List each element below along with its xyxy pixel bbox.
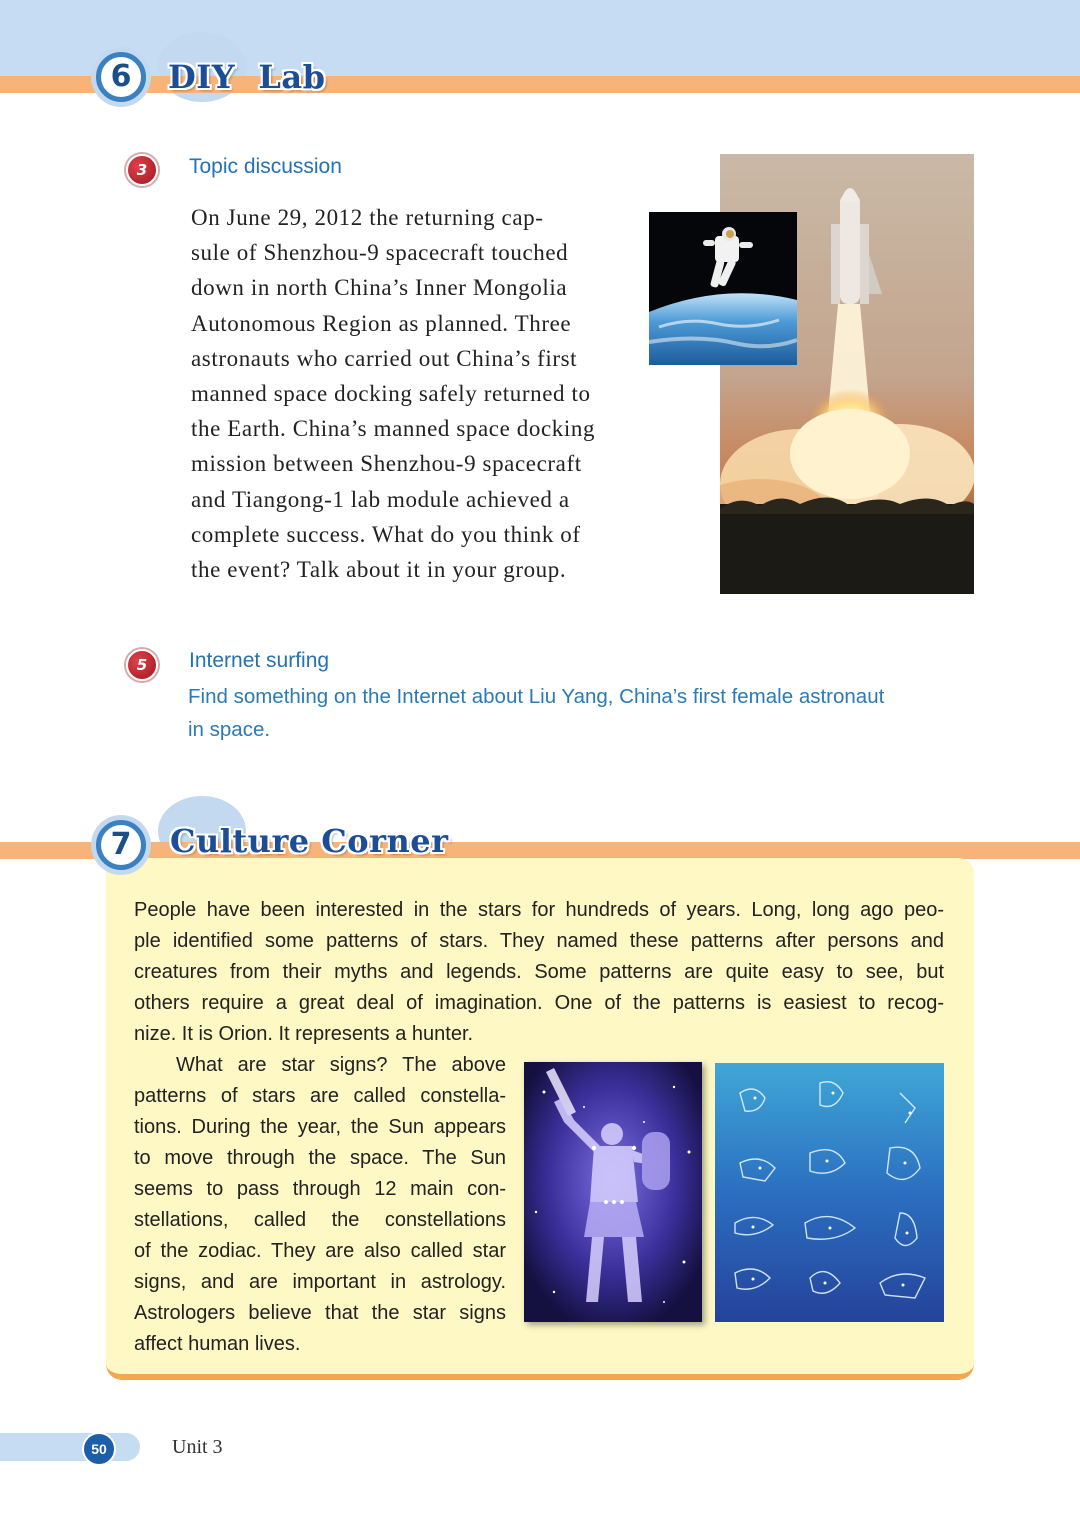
text-line: in space. — [188, 718, 271, 741]
text-line: others require a great deal of imagination. One of the patterns is easiest to recog- — [134, 992, 944, 1014]
text-line: manned space docking safely returned to — [191, 381, 591, 407]
text-line: affect human lives. — [134, 1333, 301, 1355]
topic-discussion-title: Topic discussion — [189, 155, 342, 178]
topic-discussion-text — [191, 200, 611, 587]
text-line: What are star signs? The above — [176, 1054, 506, 1076]
text-line: down in north China’s Inner Mongolia — [191, 275, 568, 301]
section-number-badge: 7 — [96, 820, 146, 870]
text-line: nize. It is Orion. It represents a hunter. — [134, 1023, 474, 1045]
text-line: seems to pass through 12 main con- — [134, 1178, 506, 1200]
text-line: complete success. What do you think of — [191, 521, 581, 547]
culture-paragraph-1 — [134, 895, 944, 1050]
text-line: the Earth. China’s manned space docking — [191, 416, 596, 442]
section-number-badge: 6 — [96, 52, 146, 102]
text-line: to move through the space. The Sun — [134, 1147, 506, 1169]
culture-paragraph-2 — [134, 1050, 506, 1360]
text-line: patterns of stars are called constella- — [134, 1085, 506, 1107]
header-stripe — [0, 76, 1080, 93]
text-line: signs, and are important in astrology. — [134, 1271, 506, 1293]
page-tab — [0, 1433, 140, 1461]
text-line: of the zodiac. They are also called star — [134, 1240, 506, 1262]
unit-label: Unit 3 — [172, 1436, 223, 1458]
section-title-diy-lab: DIY Lab — [168, 58, 326, 96]
section-title-culture-corner: Culture Corner — [170, 822, 449, 860]
text-line: sule of Shenzhou-9 spacecraft touched — [191, 240, 569, 266]
text-line: People have been interested in the stars for hundreds of years. Long, long ago peo- — [134, 899, 944, 921]
text-line: creatures from their myths and legends. Some patterns are quite easy to see, but — [134, 961, 944, 983]
astronaut-photo — [649, 212, 797, 365]
text-line: stellations, called the constellations — [134, 1209, 506, 1231]
text-line: On June 29, 2012 the returning cap- — [191, 205, 544, 230]
item-number-badge: 3 — [126, 154, 158, 186]
text-line: astronauts who carried out China’s first — [191, 345, 578, 371]
text-line: tions. During the year, the Sun appears — [134, 1116, 506, 1138]
orion-hunter-illustration — [524, 1062, 702, 1322]
text-line: Autonomous Region as planned. Three — [191, 310, 572, 336]
text-line: mission between Shenzhou-9 spacecraft — [191, 451, 582, 477]
section-stripe — [0, 842, 1080, 859]
text-line: Astrologers believe that the star signs — [134, 1302, 506, 1324]
text-line: Find something on the Internet about Liu Yang, China’s first female astronaut — [188, 685, 885, 708]
internet-surfing-text — [188, 680, 988, 746]
text-line: and Tiangong-1 lab module achieved a — [191, 486, 570, 512]
text-line: the event? Talk about it in your group. — [191, 557, 567, 583]
page-number: 50 — [82, 1432, 116, 1466]
text-line: ple identified some patterns of stars. They named these patterns after persons and — [134, 930, 944, 952]
item-number-badge: 5 — [126, 649, 158, 681]
zodiac-constellations-illustration — [715, 1063, 944, 1322]
internet-surfing-title: Internet surfing — [189, 649, 330, 672]
